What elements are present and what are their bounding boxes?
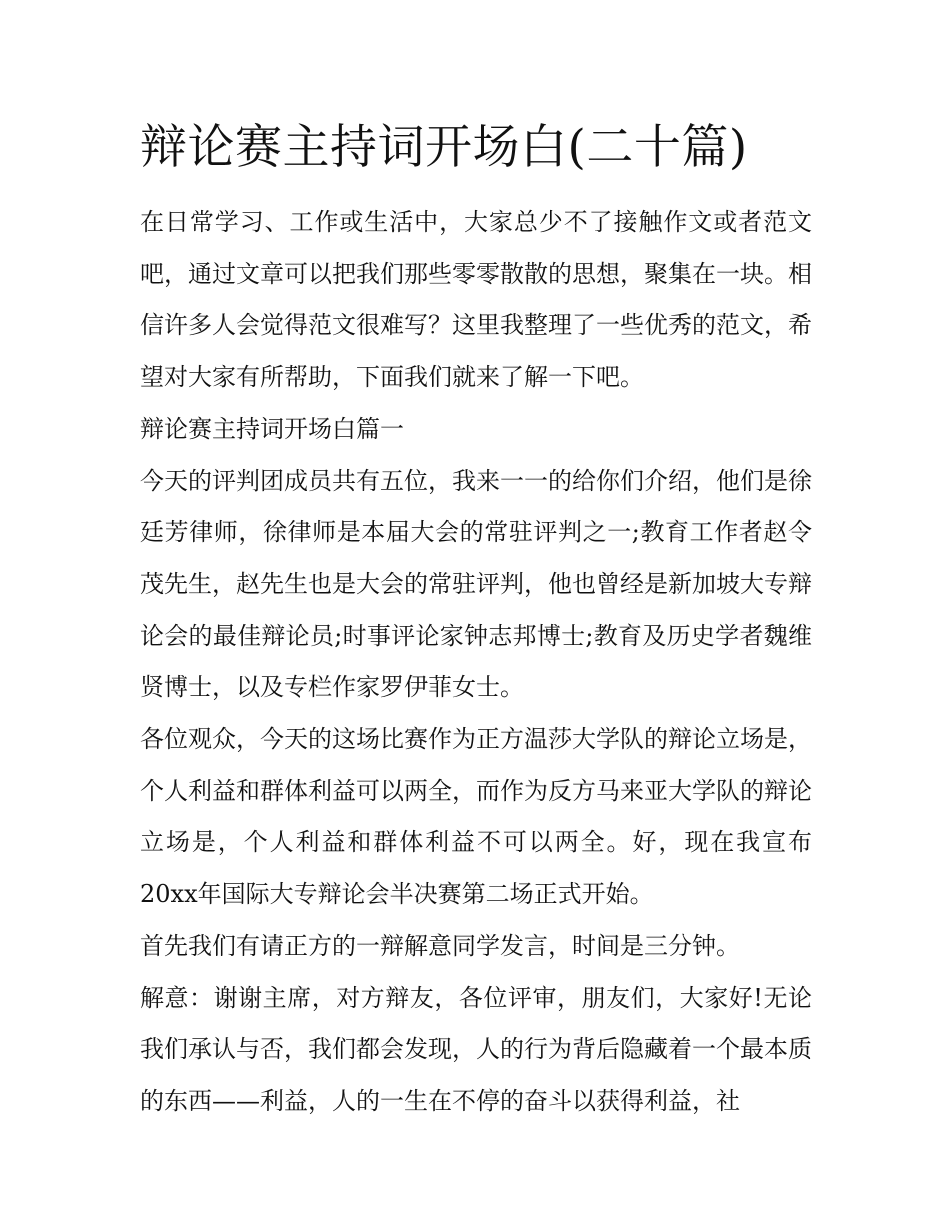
section-heading: 辩论赛主持词开场白篇一 — [140, 414, 404, 443]
first-speaker-invite-paragraph: 首先我们有请正方的一辩解意同学发言，时间是三分钟。 — [140, 931, 740, 960]
intro-paragraph: 在日常学习、工作或生活中，大家总少不了接触作文或者范文吧，通过文章可以把我们那些零零散散的思想，聚集在一块。相信许多人会觉得范文很难写？这里我整理了一些优秀的范文，希望对大家有所帮助，下面我们就来了解一下吧。 — [140, 208, 812, 392]
first-speaker-speech-paragraph: 解意：谢谢主席，对方辩友，各位评审，朋友们，大家好!无论我们承认与否，我们都会发现，人的行为背后隐藏着一个最本质的东西——利益，人的一生在不停的奋斗以获得利益，社 — [140, 983, 812, 1115]
document-body — [140, 197, 812, 1128]
debate-positions-paragraph: 各位观众，今天的这场比赛作为正方温莎大学队的辩论立场是，个人利益和群体利益可以两全，而作为反方马来亚大学队的辩论立场是，个人利益和群体利益不可以两全。好，现在我宣布20xx年国际大专辩论会半决赛第二场正式开始。 — [140, 725, 812, 909]
judges-paragraph: 今天的评判团成员共有五位，我来一一的给你们介绍，他们是徐廷芳律师，徐律师是本届大会的常驻评判之一;教育工作者赵令茂先生，赵先生也是大会的常驻评判，他也曾经是新加坡大专辩论会的最佳辩论员;时事评论家钟志邦博士;教育及历史学者魏维贤博士，以及专栏作家罗伊菲女士。 — [140, 466, 812, 702]
document-title: 辩论赛主持词开场白(二十篇) — [140, 120, 748, 175]
